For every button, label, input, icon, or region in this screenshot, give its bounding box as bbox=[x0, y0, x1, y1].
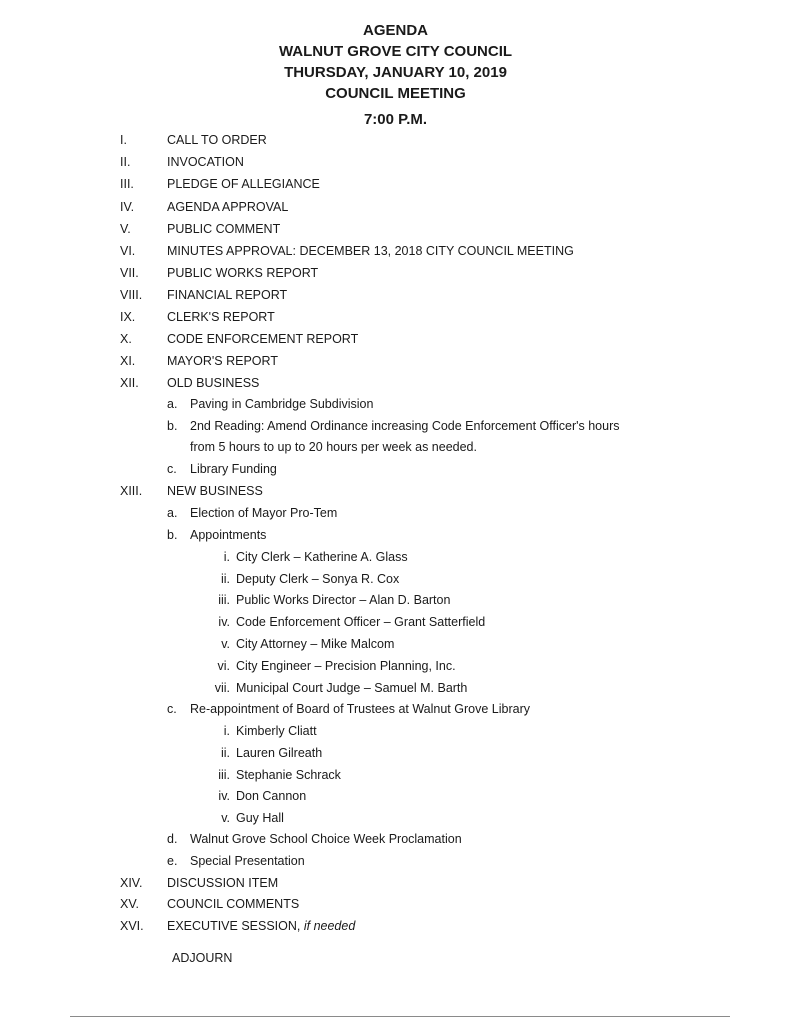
adjourn-text: ADJOURN bbox=[172, 951, 233, 965]
roman-label: v. bbox=[221, 637, 230, 651]
item-text-italic: if needed bbox=[303, 919, 356, 933]
roman-label: i. bbox=[223, 724, 230, 738]
appointment-text: City Engineer – Precision Planning, Inc. bbox=[236, 659, 456, 673]
item-number: VIII. bbox=[120, 288, 143, 302]
item-text: OLD BUSINESS bbox=[167, 376, 260, 390]
item-text: PLEDGE OF ALLEGIANCE bbox=[167, 177, 320, 191]
item-text: CLERK'S REPORT bbox=[167, 310, 275, 324]
item-number: X. bbox=[120, 332, 132, 346]
item-text: MAYOR'S REPORT bbox=[167, 354, 278, 368]
roman-label: ii. bbox=[220, 746, 230, 760]
appointment-text: Public Works Director – Alan D. Barton bbox=[236, 593, 451, 607]
trustee-name: Lauren Gilreath bbox=[236, 746, 323, 760]
sub-item-label: c. bbox=[167, 702, 177, 716]
item-number: XIII. bbox=[120, 484, 143, 498]
item-text: CALL TO ORDER bbox=[167, 133, 267, 147]
trustee-name: Stephanie Schrack bbox=[236, 768, 341, 782]
sub-item-label: b. bbox=[167, 419, 178, 433]
appointment-text: Deputy Clerk – Sonya R. Cox bbox=[236, 572, 400, 586]
sub-item-text: Special Presentation bbox=[190, 854, 305, 868]
sub-item-text: 2nd Reading: Amend Ordinance increasing Code Enforcement Officer's hours bbox=[190, 419, 620, 433]
trustee-name: Don Cannon bbox=[236, 789, 307, 803]
agenda-header bbox=[0, 20, 791, 130]
sub-item-label: d. bbox=[167, 832, 178, 846]
item-text: AGENDA APPROVAL bbox=[167, 200, 289, 214]
trustee-name: Guy Hall bbox=[236, 811, 284, 825]
item-text: FINANCIAL REPORT bbox=[167, 288, 288, 302]
item-text bbox=[167, 918, 355, 934]
sub-item-text: Appointments bbox=[190, 528, 267, 542]
meeting-type: COUNCIL MEETING bbox=[325, 85, 466, 102]
meeting-date: THURSDAY, JANUARY 10, 2019 bbox=[284, 64, 507, 81]
page-edge-line bbox=[70, 1016, 730, 1017]
item-number: XV. bbox=[120, 897, 140, 911]
item-text: NEW BUSINESS bbox=[167, 484, 263, 498]
trustee-name: Kimberly Cliatt bbox=[236, 724, 317, 738]
sub-item-label: c. bbox=[167, 462, 177, 476]
appointment-text: City Clerk – Katherine A. Glass bbox=[236, 550, 408, 564]
item-number: XI. bbox=[120, 354, 136, 368]
item-text: DISCUSSION ITEM bbox=[167, 876, 279, 890]
sub-item-text: Paving in Cambridge Subdivision bbox=[190, 397, 374, 411]
appointment-text: Municipal Court Judge – Samuel M. Barth bbox=[236, 681, 468, 695]
agenda-title: AGENDA bbox=[362, 22, 428, 39]
roman-label: i. bbox=[223, 550, 230, 564]
roman-label: vi. bbox=[217, 659, 230, 673]
item-text-main: EXECUTIVE SESSION, bbox=[167, 919, 304, 933]
item-text: PUBLIC COMMENT bbox=[167, 222, 281, 236]
sub-item-text: Library Funding bbox=[190, 462, 277, 476]
roman-label: iv. bbox=[218, 789, 230, 803]
item-text: INVOCATION bbox=[167, 155, 244, 169]
item-number: VII. bbox=[120, 266, 139, 280]
sub-item-text: Walnut Grove School Choice Week Proclamation bbox=[190, 832, 462, 846]
sub-item-label: a. bbox=[167, 506, 178, 520]
item-text: MINUTES APPROVAL: DECEMBER 13, 2018 CITY COUNCIL MEETING bbox=[167, 244, 574, 258]
item-number: XII. bbox=[120, 376, 139, 390]
roman-label: iii. bbox=[218, 768, 230, 782]
appointment-text: City Attorney – Mike Malcom bbox=[236, 637, 395, 651]
sub-item-label: a. bbox=[167, 397, 178, 411]
item-number: IX. bbox=[120, 310, 136, 324]
roman-label: v. bbox=[221, 811, 230, 825]
item-number: XIV. bbox=[120, 876, 143, 890]
item-number: VI. bbox=[120, 244, 136, 258]
roman-label: vii. bbox=[214, 681, 230, 695]
meeting-time: 7:00 P.M. bbox=[363, 111, 428, 128]
item-number: III. bbox=[120, 177, 134, 191]
item-number: IV. bbox=[120, 200, 135, 214]
item-number: V. bbox=[120, 222, 131, 236]
sub-item-label: b. bbox=[167, 528, 178, 542]
council-name: WALNUT GROVE CITY COUNCIL bbox=[278, 43, 513, 60]
sub-item-text: from 5 hours to up to 20 hours per week as needed. bbox=[190, 440, 477, 454]
appointment-text: Code Enforcement Officer – Grant Satterfield bbox=[236, 615, 486, 629]
item-text: PUBLIC WORKS REPORT bbox=[167, 266, 319, 280]
sub-item-label: e. bbox=[167, 854, 178, 868]
roman-label: iii. bbox=[218, 593, 230, 607]
sub-item-text: Election of Mayor Pro-Tem bbox=[190, 506, 338, 520]
item-text: CODE ENFORCEMENT REPORT bbox=[167, 332, 359, 346]
item-text: COUNCIL COMMENTS bbox=[167, 897, 300, 911]
item-number: I. bbox=[120, 133, 127, 147]
roman-label: iv. bbox=[218, 615, 230, 629]
sub-item-text: Re-appointment of Board of Trustees at Walnut Grove Library bbox=[190, 702, 530, 716]
item-number: II. bbox=[120, 155, 131, 169]
item-number: XVI. bbox=[120, 919, 144, 933]
roman-label: ii. bbox=[220, 572, 230, 586]
